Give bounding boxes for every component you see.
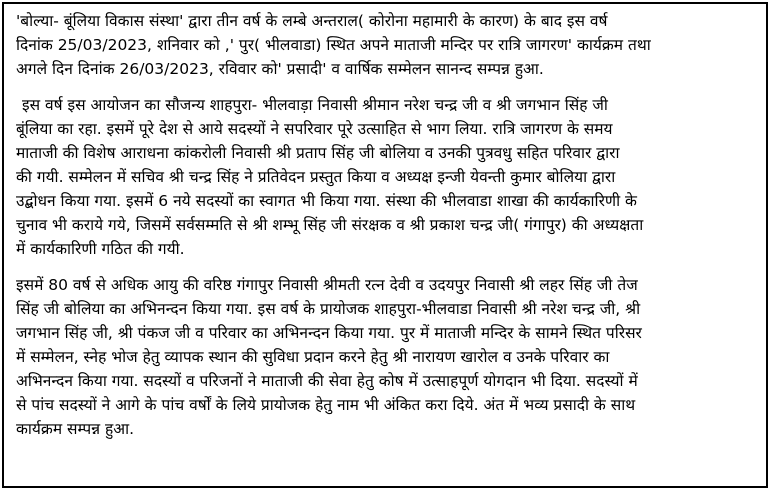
text-line: कार्यक्रम सम्पन्न हुआ. (16, 420, 134, 438)
text-line: बूंलिया का रहा. इसमें पूरे देश से आये सदस्यों ने सपरिवार पूरे उत्साहित से भाग लिया. रात्रि जागरण के समय (16, 120, 613, 138)
paragraph-event-summary (16, 9, 756, 81)
text-line: उद्बोधन किया गया. इसमें 6 नये सदस्यों का स्वागत भी किया गया. संस्था की भीलवाडा शाखा की कार्यकारिणी के (16, 192, 637, 210)
text-line: माताजी की विशेष आराधना कांकरोली निवासी श्री प्रताप सिंह जी बोलिया व उनकी पुत्रवधु सहित परिवार द्वारा (16, 144, 620, 162)
text-line: इस वर्ष इस आयोजन का सौजन्य शाहपुरा- भीलवाड़ा निवासी श्रीमान नरेश चन्द्र जी व श्री जगभान सिंह जी (22, 96, 608, 114)
text-line: से पांच सदस्यों ने आगे के पांच वर्षों के लिये प्रायोजक हेतु नाम भी अंकित करा दिये. अंत में भव्य प्रसादी के साथ (16, 396, 636, 414)
text-line: इसमें 80 वर्ष से अधिक आयु की वरिष्ठ गंगापुर निवासी श्रीमती रत्न देवी व उदयपुर निवासी श्री लहर सिंह जी तेज (16, 276, 638, 294)
paragraph-sponsorship (16, 93, 756, 261)
text-line: में कार्यकारिणी गठित की गयी. (16, 240, 185, 258)
text-line: की गयी. सम्मेलन में सचिव श्री चन्द्र सिंह ने प्रतिवेदन प्रस्तुत किया व अध्यक्ष इन्जी येवन्ती कुमार बोलिया द्वारा (16, 168, 616, 186)
paragraph-felicitation (16, 273, 756, 441)
text-line: अगले दिन दिनांक 26/03/2023, रविवार को' प्रसादी' व वार्षिक सम्मेलन सानन्द सम्पन्न हुआ. (16, 60, 544, 78)
text-line: अभिनन्दन किया गया. सदस्यों व परिजनों ने माताजी की सेवा हेतु कोष में उत्साहपूर्ण योगदान भी दिया. सदस्यों में (16, 372, 638, 390)
text-line: दिनांक 25/03/2023, शनिवार को ,' पुर( भीलवाडा) स्थित अपने माताजी मन्दिर पर रात्रि जागरण' कार्यक्रम तथा (16, 36, 651, 54)
text-line: चुनाव भी कराये गये, जिसमें सर्वसम्मति से श्री शम्भू सिंह जी संरक्षक व श्री प्रकाश चन्द्र जी( गंगापुर) की अध्यक्षता (16, 216, 644, 234)
text-line: जगभान सिंह जी, श्री पंकज जी व परिवार का अभिनन्दन किया गया. पुर में माताजी मन्दिर के सामने स्थित परिसर (16, 324, 642, 342)
text-line: सिंह जी बोलिया का अभिनन्दन किया गया. इस वर्ष के प्रायोजक शाहपुरा-भीलवाडा निवासी श्री नरेश चन्द्र जी, श्री (16, 300, 641, 318)
text-line: में सम्मेलन, स्नेह भोज हेतु व्यापक स्थान की सुविधा प्रदान करने हेतु श्री नारायण खारोल व उनके परिवार का (16, 348, 610, 366)
text-line: 'बोल्या- बूंलिया विकास संस्था' द्वारा तीन वर्ष के लम्बे अन्तराल( कोरोना महामारी के कारण) के बाद इस वर्ष (16, 12, 608, 30)
document-frame (2, 2, 768, 488)
